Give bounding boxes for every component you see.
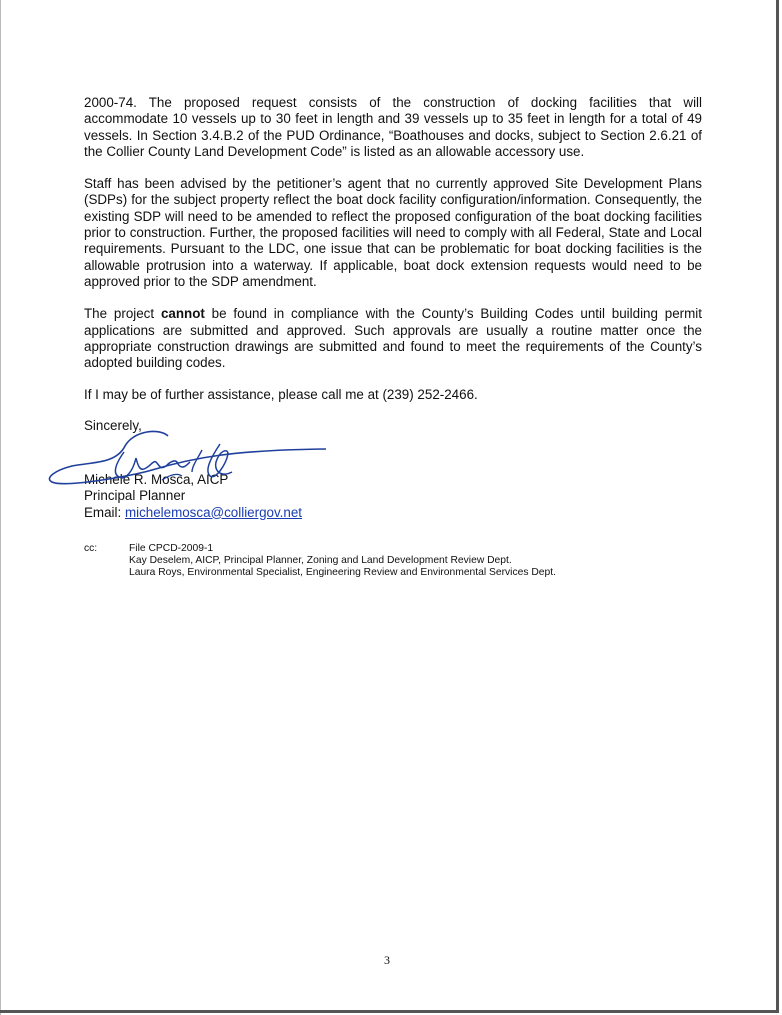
cc-item: File CPCD-2009-1: [129, 543, 214, 554]
paragraph-building-codes: [84, 306, 702, 371]
signer-title: Principal Planner: [84, 488, 186, 504]
handwritten-signature: [42, 406, 342, 486]
paragraph-sdp: Staff has been advised by the petitioner’s agent that no currently approved Site Development Plans (SDPs) for the subject property reflect the boat dock facility configuration/information. Consequently, the existing SDP will need to be amended to reflect the proposed configuration of the boat docking facilities prior to construction. Further, the proposed facilities will need to comply with all Federal, State and Local requirements. Pursuant to the LDC, one issue that can be problematic for boat docking facilities is the allowable protrusion into a waterway. If applicable, boat dock extension requests would need to be approved prior to the SDP amendment.: [84, 176, 702, 289]
closing-line: If I may be of further assistance, please call me at (239) 252-2466.: [84, 387, 478, 403]
paragraph-text-start: The project: [84, 306, 161, 322]
cc-list: [129, 543, 556, 580]
salutation: Sincerely,: [84, 417, 142, 433]
signer-email-line: [84, 505, 702, 521]
email-link[interactable]: michelemosca@colliergov.net: [124, 504, 303, 520]
page-number: 3: [384, 953, 390, 967]
signer-name: Michele R. Mosca, AICP: [84, 472, 229, 488]
signature-block: [84, 418, 702, 521]
cc-item: Kay Deselem, AICP, Principal Planner, Zoning and Land Development Review Dept.: [129, 555, 512, 567]
paragraph-line: 2000-74. The proposed request consists of the construction of docking facilities that will: [84, 95, 702, 110]
emphasis-cannot: cannot: [160, 306, 205, 322]
cc-label: cc:: [84, 543, 98, 554]
paragraph-proposed-request: [84, 95, 702, 160]
letter-body: [84, 95, 702, 521]
paragraph-text: accommodate 10 vessels up to 30 feet in length and 39 vessels up to 35 feet in length for a total of 49 vessels. In Section 3.4.B.2 of the PUD Ordinance, “Boathouses and docks, subject to Section 2.6.21 of the Collier County Land Development Code” is listed as an allowable accessory use.: [84, 111, 702, 159]
paragraph-text-end: be found in compliance with the County’s Building Codes until building permit applications are submitted and approved. Such approvals are usually a routine matter once the appropriate construction drawings are submitted and found to meet the requirements of the County’s adopted building codes.: [84, 306, 702, 371]
cc-item: Laura Roys, Environmental Specialist, Engineering Review and Environmental Services Dept.: [129, 567, 556, 579]
email-label: Email:: [84, 504, 125, 520]
